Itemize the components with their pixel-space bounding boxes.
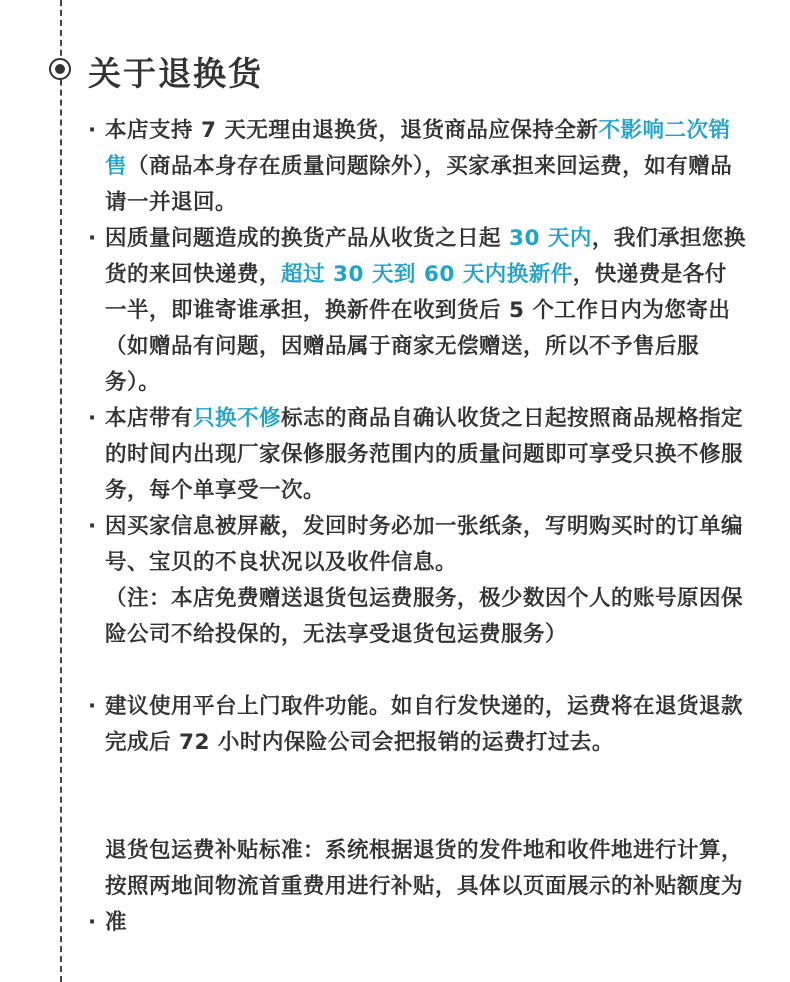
policy-note: （注：本店免费赠送退货包运费服务，极少数因个人的账号原因保险公司不给投保的，无法享受退货包运费服务）	[105, 586, 744, 647]
bullet-dot: ·	[88, 514, 97, 539]
bullet-dot: ·	[88, 226, 97, 251]
policy-item-return-7-days	[88, 113, 748, 221]
timeline-dashed-line	[60, 0, 62, 982]
policy-text: 因质量问题造成的换货产品从收货之日起	[105, 226, 509, 251]
bullet-dot: ·	[88, 406, 97, 431]
bullet-dot: ·	[88, 118, 97, 143]
policy-text: 因买家信息被屏蔽，发回时务必加一张纸条，写明购买时的订单编号、宝贝的不良状况以及收件信息。	[105, 514, 744, 575]
section-title: 关于退换货	[88, 54, 263, 93]
bullet-dot: ·	[88, 694, 97, 719]
policy-text: 退货包运费补贴标准：系统根据退货的发件地和收件地进行计算，按照两地间物流首重费用进行补贴，具体以页面展示的补贴额度为准	[105, 838, 744, 935]
policy-text: 标志的商品自确认收货之日起按照商品规格指定的时间内出现厂家保修服务范围内的质量问题即可享受只换不修服务，每个单享受一次。	[105, 406, 744, 503]
policy-text: 本店支持 7 天无理由退换货，退货商品应保持全新	[105, 118, 599, 143]
policy-text: 本店带有	[105, 406, 194, 431]
policy-item-shipping-subsidy	[88, 833, 748, 941]
highlight-text: 超过 30 天到 60 天内换新件	[281, 262, 573, 287]
bullet-dot: ·	[88, 910, 97, 935]
highlight-text: 30 天内	[509, 226, 592, 251]
policy-text: （商品本身存在质量问题除外），买家承担来回运费，如有赠品请一并退回。	[105, 154, 733, 215]
spacer	[88, 653, 748, 689]
policy-item-quality-exchange	[88, 221, 748, 401]
policy-text: ，我们承担您换货的来回快递费，	[105, 226, 746, 287]
spacer	[88, 761, 748, 833]
policy-item-return-note	[88, 509, 748, 653]
policy-text: 建议使用平台上门取件功能。如自行发快递的，运费将在退货退款完成后 72 小时内保险公司会把报销的运费打过去。	[105, 694, 744, 755]
policy-content	[88, 113, 748, 941]
highlight-text: 只换不修	[193, 406, 282, 431]
timeline-marker-icon	[49, 58, 71, 80]
policy-item-replace-only	[88, 401, 748, 509]
highlight-text: 不影响二次销售	[105, 118, 731, 179]
policy-text: ，快递费是各付一半，即谁寄谁承担，换新件在收到货后 5 个工作日内为您寄出（如赠品有问题，因赠品属于商家无偿赠送，所以不予售后服务）。	[105, 262, 731, 395]
policy-item-pickup	[88, 689, 748, 761]
